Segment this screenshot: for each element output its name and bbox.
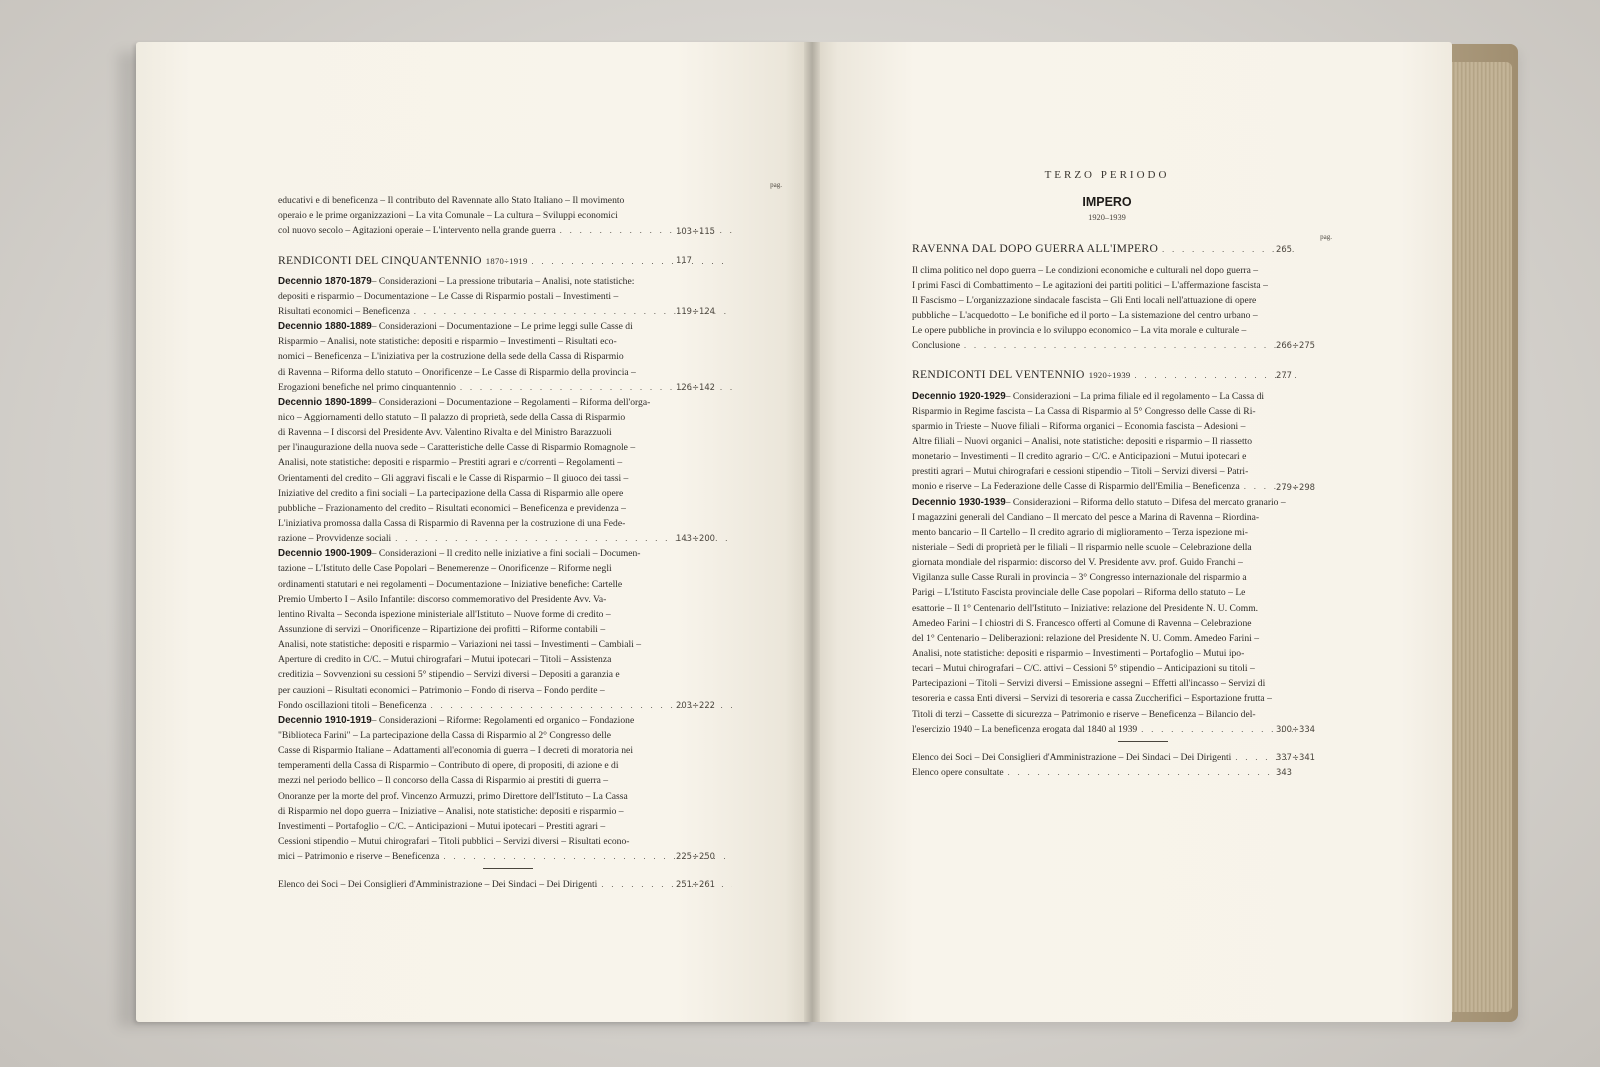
toc-line-text: per l'inaugurazione della nuova sede – Caratteristiche delle Casse di Risparmio Romagnole – bbox=[278, 442, 636, 454]
toc-line bbox=[278, 743, 736, 758]
toc-line-text: ordinamenti statutari e nei regolamenti – Documentazione – Iniziative benefiche: Cartelle bbox=[278, 578, 623, 590]
toc-line bbox=[912, 293, 1302, 308]
page-number: 103÷115 bbox=[676, 225, 715, 236]
toc-line bbox=[278, 577, 736, 592]
page-number: 343 bbox=[1276, 767, 1292, 778]
section-years: 1920÷1939 bbox=[1088, 370, 1131, 381]
toc-line bbox=[912, 278, 1302, 293]
toc-line bbox=[278, 789, 736, 804]
toc-line-text: mento bancario – Il Cartello – Il credito agrario di miglioramento – Terza ispezione mi- bbox=[912, 526, 1248, 538]
toc-line bbox=[278, 208, 736, 223]
toc-line-text: Analisi, note statistiche: depositi e risparmio – Prestiti agrari e c/correnti – Regolamenti – bbox=[278, 457, 623, 469]
left-page-contents bbox=[278, 178, 782, 892]
toc-line bbox=[912, 323, 1302, 338]
page-number: 300÷334 bbox=[1276, 723, 1315, 734]
chapter-entry bbox=[912, 263, 1302, 354]
toc-line bbox=[912, 555, 1302, 570]
toc-line bbox=[278, 546, 736, 561]
toc-line-text: Risparmio in Regime fascista – La Cassa di Risparmio al 5° Congresso delle Casse di Ri- bbox=[912, 405, 1256, 417]
toc-line-text: Titoli di terzi – Cassette di sicurezza – Patrimonio e riserve – Beneficenza – Bilancio del- bbox=[912, 708, 1256, 720]
toc-line bbox=[278, 349, 736, 364]
toc-line bbox=[278, 819, 736, 834]
toc-line bbox=[912, 661, 1302, 676]
toc-line-text: Assunzione di servizi – Onorificenze – Ripartizione dei profitti – Riforme contabili – bbox=[278, 623, 606, 635]
toc-line-text: – Considerazioni – Documentazione – Le prime leggi sulle Casse di bbox=[371, 321, 633, 333]
toc-line bbox=[912, 434, 1302, 449]
toc-line bbox=[912, 525, 1302, 540]
toc-line-text: Conclusione bbox=[912, 340, 960, 352]
toc-line bbox=[278, 849, 736, 864]
toc-line-text: pubbliche – L'acquedotto – Le bonifiche ed il porto – La sistemazione del centro urbano – bbox=[912, 310, 1258, 322]
page-number: 251÷261 bbox=[676, 879, 715, 890]
toc-line-text: di Ravenna – Riforma dello statuto – Onorificenze – Le Casse di Risparmio della provincia – bbox=[278, 366, 636, 378]
toc-line-text: – Considerazioni – Riforme: Regolamenti ed organico – Fondazione bbox=[371, 714, 635, 726]
toc-line bbox=[278, 516, 736, 531]
toc-line-text: Orientamenti del credito – Gli aggravi fiscali e le Casse di Risparmio – Il giuoco dei tassi – bbox=[278, 472, 629, 484]
toc-line bbox=[278, 410, 736, 425]
toc-line-text: Investimenti – Portafoglio – C/C. – Anticipazioni – Mutui ipotecari – Prestiti agrari – bbox=[278, 820, 606, 832]
part-years: 1920–1939 bbox=[1088, 213, 1126, 223]
toc-line bbox=[278, 561, 736, 576]
toc-line-text: di Ravenna – I discorsi del Presidente Avv. Valentino Rivalta e del Ministro Barazzuoli bbox=[278, 427, 612, 439]
toc-line-text: sparmio in Trieste – Nuove filiali – Riforma organici – Economia fascista – Adesioni – bbox=[912, 420, 1246, 432]
pag-label: pag. bbox=[770, 181, 782, 189]
toc-line bbox=[912, 479, 1302, 494]
toc-line-text: Casse di Risparmio Italiane – Adattamenti all'economia di guerra – I decreti di moratoria nei bbox=[278, 745, 633, 757]
toc-line bbox=[912, 707, 1302, 722]
toc-line bbox=[912, 419, 1302, 434]
page-number: 203÷222 bbox=[676, 699, 715, 710]
leader-dots bbox=[1008, 765, 1298, 780]
toc-line-text: nomici – Beneficenza – L'iniziativa per la costruzione della sede della Cassa di Risparmio bbox=[278, 351, 624, 363]
toc-line-text: educativi e di beneficenza – Il contributo del Ravennate allo Stato Italiano – Il movimento bbox=[278, 195, 625, 207]
toc-line bbox=[912, 464, 1302, 479]
toc-line-text: – Considerazioni – La prima filiale ed il regolamento – La Cassa di bbox=[1005, 390, 1265, 402]
chapter-heading bbox=[912, 241, 1302, 256]
toc-line-text: Aperture di credito in C/C. – Mutui chirografari – Mutui ipotecari – Titoli – Assistenza bbox=[278, 654, 612, 666]
toc-line bbox=[278, 334, 736, 349]
toc-line-text: monetario – Investimenti – Il credito agrario – C/C. e Anticipazioni – Mutui ipotecari e bbox=[912, 451, 1247, 463]
toc-line bbox=[278, 395, 736, 410]
closing-entry bbox=[278, 877, 736, 892]
page-number: 117 bbox=[676, 254, 692, 265]
toc-line bbox=[278, 304, 736, 319]
section-years: 1870÷1919 bbox=[485, 255, 528, 266]
toc-line bbox=[278, 486, 736, 501]
toc-line-text: Altre filiali – Nuovi organici – Analisi, note statistiche: depositi e risparmio – Il riassetto bbox=[912, 436, 1253, 448]
page-number: 277 bbox=[1276, 369, 1292, 380]
toc-line bbox=[912, 676, 1302, 691]
toc-line-text: pubbliche – Frazionamento del credito – Risultati economici – Beneficenza e previdenza – bbox=[278, 502, 626, 514]
period-title: TERZO PERIODO bbox=[1044, 169, 1170, 181]
toc-line bbox=[912, 631, 1302, 646]
toc-line bbox=[278, 652, 736, 667]
toc-line-text: di Risparmio nel dopo guerra – Iniziative – Analisi, note statistiche: depositi e risparmio – bbox=[278, 805, 624, 817]
toc-line-text: L'iniziativa promossa dalla Cassa di Risparmio di Ravenna per la costruzione di una Fede- bbox=[278, 517, 626, 529]
closing-entries bbox=[912, 750, 1302, 780]
toc-line-text: Le opere pubbliche in provincia e lo sviluppo economico – La vita morale e culturale – bbox=[912, 325, 1247, 337]
toc-line bbox=[278, 193, 736, 208]
toc-line-text: Risultati economici – Beneficenza bbox=[278, 306, 410, 317]
book-cover-edge bbox=[1446, 62, 1512, 1012]
decade-heading: Decennio 1870-1879 bbox=[278, 275, 372, 287]
toc-line-text: Analisi, note statistiche: depositi e risparmio – Investimenti – Portafoglio – Mutui ipo- bbox=[912, 647, 1245, 659]
leader-dots bbox=[1141, 722, 1298, 737]
toc-line bbox=[278, 380, 736, 395]
toc-line-text: depositi e risparmio – Documentazione – Le Casse di Risparmio postali – Investimenti – bbox=[278, 290, 619, 302]
toc-line-text: monio e riserve – La Federazione delle Casse di Risparmio dell'Emilia – Beneficenza bbox=[912, 481, 1240, 493]
toc-line bbox=[278, 223, 736, 238]
closing-entry bbox=[912, 750, 1302, 765]
toc-line-text: Elenco dei Soci – Dei Consiglieri d'Amministrazione – Dei Sindaci – Dei Dirigenti bbox=[912, 751, 1232, 763]
decade-heading: Decennio 1920-1929 bbox=[912, 390, 1006, 402]
toc-line bbox=[278, 592, 736, 607]
toc-line bbox=[912, 691, 1302, 706]
toc-line-text: tazione – L'Istituto delle Case Popolari – Benemerenze – Onorificenze – Riforme negli bbox=[278, 563, 612, 575]
decade-heading: Decennio 1910-1919 bbox=[278, 714, 372, 726]
toc-line bbox=[278, 728, 736, 743]
toc-line bbox=[278, 501, 736, 516]
toc-line bbox=[278, 773, 736, 788]
toc-line bbox=[912, 646, 1302, 661]
page-number: 143÷200 bbox=[676, 533, 715, 544]
toc-line bbox=[912, 263, 1302, 278]
toc-line-text: del 1° Centenario – Deliberazioni: relazione del Presidente N. U. Comm. Amedeo Farini – bbox=[912, 632, 1259, 644]
toc-line-text: per cauzioni – Risultati economici – Patrimonio – Fondo di riserva – Fondo perdite – bbox=[278, 684, 605, 696]
toc-line-text: Amedeo Farini – I chiostri di S. Francesco offerti al Comune di Ravenna – Celebrazione bbox=[912, 617, 1252, 629]
toc-line bbox=[912, 722, 1302, 737]
toc-line bbox=[278, 698, 736, 713]
toc-line-text: nisteriale – Sedi di proprietà per le filiali – Il risparmio nelle scuole – Celebrazione della bbox=[912, 542, 1252, 553]
toc-line-text: tecari – Mutui chirografari – C/C. attivi – Cessioni 5° stipendio – Anticipazioni su titoli – bbox=[912, 663, 1255, 675]
leader-dots bbox=[964, 338, 1298, 353]
toc-line-text: – Considerazioni – Riforma dello statuto – Difesa del mercato granario – bbox=[1005, 496, 1286, 508]
toc-line-text: Onoranze per la morte del prof. Vincenzo Armuzzi, primo Direttore dell'Istituto – La Cassa bbox=[278, 790, 628, 802]
toc-line-text: Elenco opere consultate bbox=[912, 766, 1004, 778]
toc-line bbox=[912, 389, 1302, 404]
toc-line-text: tesoreria e cassa Enti diversi – Servizi di tesoreria e cassa Zuccherifici – Esportazione frutta – bbox=[912, 693, 1272, 705]
toc-line-text: mezzi nel periodo bellico – Il concorso della Cassa di Risparmio ai prestiti di guerra – bbox=[278, 775, 609, 787]
closing-text: Elenco dei Soci – Dei Consiglieri d'Amministrazione – Dei Sindaci – Dei Dirigenti bbox=[278, 879, 598, 891]
page-number: 225÷250 bbox=[676, 851, 715, 862]
decade-heading: Decennio 1890-1899 bbox=[278, 396, 372, 408]
decade-list bbox=[278, 274, 736, 864]
toc-line-text: temperamenti della Cassa di Risparmio – Contributo di opere, di propositi, di azione e di bbox=[278, 760, 619, 772]
toc-line-text: Fondo oscillazioni titoli – Beneficenza bbox=[278, 699, 427, 711]
toc-line bbox=[278, 804, 736, 819]
toc-line bbox=[912, 616, 1302, 631]
toc-line bbox=[912, 449, 1302, 464]
toc-line-text: esattorie – Il 1° Centenario dell'Istituto – Iniziative: relazione del Presidente N. U. Comm. bbox=[912, 602, 1259, 614]
toc-line bbox=[278, 471, 736, 486]
toc-line bbox=[912, 495, 1302, 510]
toc-line-text: Il clima politico nel dopo guerra – Le condizioni economiche e culturali nel dopo guerra – bbox=[912, 264, 1259, 276]
toc-line-text: Partecipazioni – Titoli – Servizi diversi – Emissione assegni – Effetti all'incasso – Servizi di bbox=[912, 678, 1266, 690]
decade-heading: Decennio 1880-1889 bbox=[278, 321, 372, 333]
toc-line bbox=[278, 637, 736, 652]
section-title: RENDICONTI DEL CINQUANTENNIO bbox=[278, 253, 482, 267]
decade-heading: Decennio 1900-1909 bbox=[278, 548, 372, 560]
decade-list bbox=[912, 389, 1302, 737]
toc-line bbox=[278, 713, 736, 728]
section-title: RENDICONTI DEL VENTENNIO bbox=[912, 368, 1085, 382]
toc-line bbox=[912, 585, 1302, 600]
toc-line bbox=[278, 274, 736, 289]
toc-line-text: Il Fascismo – L'organizzazione sindacale fascista – Gli Enti locali nell'attuazione di opere bbox=[912, 294, 1257, 306]
toc-line-text: Risparmio – Analisi, note statistiche: depositi e risparmio – Investimenti – Risultati eco- bbox=[278, 336, 617, 348]
toc-line-text: Erogazioni benefiche nel primo cinquantennio bbox=[278, 381, 456, 393]
toc-line-text: Parigi – L'Istituto Fascista provinciale delle Case popolari – Riforma dello statuto – Le bbox=[912, 587, 1246, 599]
toc-line-text: creditizia – Sovvenzioni su cessioni 5° stipendio – Servizi diversi – Depositi a garanzia e bbox=[278, 669, 620, 681]
pag-label: pag. bbox=[1320, 233, 1332, 242]
toc-line-text: Premio Umberto I – Asilo Infantile: discorso commemorativo del Presidente Avv. Va- bbox=[278, 593, 607, 605]
part-title: IMPERO bbox=[1082, 195, 1132, 210]
section-heading bbox=[278, 253, 736, 268]
intro-entry bbox=[278, 193, 736, 238]
toc-line bbox=[278, 622, 736, 637]
toc-line bbox=[278, 834, 736, 849]
toc-line-text: Vigilanza sulle Casse Rurali in provincia – 3° Congresso internazionale del risparmio a bbox=[912, 572, 1247, 584]
toc-line bbox=[912, 510, 1302, 525]
toc-line-text: col nuovo secolo – Agitazioni operaie – L'intervento nella grande guerra bbox=[278, 225, 556, 237]
toc-line bbox=[278, 319, 736, 334]
toc-line bbox=[912, 601, 1302, 616]
page-number: 266÷275 bbox=[1276, 340, 1315, 351]
toc-line-text: Analisi, note statistiche: depositi e risparmio – Variazioni nei tassi – Investimenti – Cambiali – bbox=[278, 639, 641, 651]
toc-line-text: lentino Rivalta – Seconda ispezione ministeriale all'Istituto – Nuove forme di credito – bbox=[278, 608, 611, 620]
toc-line-text: l'esercizio 1940 – La beneficenza erogata dal 1840 al 1939 bbox=[912, 723, 1138, 735]
toc-line-text: Iniziative del credito a fini sociali – La partecipazione della Cassa di Risparmio alle opere bbox=[278, 487, 624, 499]
toc-line-text: I primi Fasci di Combattimento – Le agitazioni dei partiti politici – L'affermazione fascista – bbox=[912, 279, 1268, 291]
page-number: 265 bbox=[1276, 243, 1292, 254]
decade-heading: Decennio 1930-1939 bbox=[912, 496, 1006, 508]
toc-line-text: – Considerazioni – Il credito nelle iniziative a fini sociali – Documen- bbox=[371, 548, 641, 560]
toc-line-text: I magazzini generali del Candiano – Il mercato del pesce a Marina di Ravenna – Riordina- bbox=[912, 511, 1260, 523]
toc-line bbox=[278, 683, 736, 698]
toc-line bbox=[278, 758, 736, 773]
toc-line-text: giornata mondiale del risparmio: discorso del V. Presidente avv. prof. Guido Franchi – bbox=[912, 557, 1243, 569]
toc-line bbox=[278, 440, 736, 455]
section-heading bbox=[912, 367, 1302, 382]
toc-line bbox=[278, 667, 736, 682]
toc-line bbox=[912, 404, 1302, 419]
toc-line-text: mici – Patrimonio e riserve – Beneficenza bbox=[278, 851, 440, 863]
book-gutter bbox=[804, 42, 820, 1022]
toc-line-text: – Considerazioni – La pressione tributaria – Analisi, note statistiche: bbox=[371, 275, 635, 287]
toc-line-text: – Considerazioni – Documentazione – Regolamenti – Riforma dell'orga- bbox=[371, 396, 651, 408]
toc-line-text: razione – Provvidenze sociali bbox=[278, 533, 392, 545]
toc-line bbox=[912, 570, 1302, 585]
toc-line bbox=[912, 308, 1302, 323]
toc-line-text: nico – Aggiornamenti dello statuto – Il palazzo di proprietà, sede della Cassa di Risparmio bbox=[278, 411, 626, 423]
toc-line-text: operaio e le prime organizzazioni – La vita Comunale – La cultura – Sviluppi economici bbox=[278, 210, 618, 222]
toc-line bbox=[278, 425, 736, 440]
divider-rule bbox=[483, 868, 533, 869]
page-number: 119÷124 bbox=[676, 306, 715, 317]
toc-line bbox=[912, 338, 1302, 353]
toc-line-text: "Biblioteca Farini" – La partecipazione della Cassa di Risparmio al 2° Congresso delle bbox=[278, 729, 611, 741]
toc-line bbox=[278, 607, 736, 622]
right-page-contents bbox=[912, 168, 1332, 780]
toc-line bbox=[278, 531, 736, 546]
toc-line bbox=[278, 455, 736, 470]
toc-line bbox=[912, 540, 1302, 555]
page-number: 126÷142 bbox=[676, 381, 715, 392]
closing-entry bbox=[912, 765, 1302, 780]
toc-line bbox=[278, 289, 736, 304]
page-number: 279÷298 bbox=[1276, 481, 1315, 492]
page-number: 337÷341 bbox=[1276, 751, 1315, 762]
chapter-title: RAVENNA DAL DOPO GUERRA ALL'IMPERO bbox=[912, 242, 1159, 256]
toc-line bbox=[278, 365, 736, 380]
toc-line-text: Cessioni stipendio – Mutui chirografari – Titoli pubblici – Servizi diversi – Risultati econo- bbox=[278, 835, 630, 847]
toc-line-text: prestiti agrari – Mutui chirografari e cessioni stipendio – Titoli – Servizi diversi – Patri- bbox=[912, 466, 1249, 478]
divider-rule bbox=[1118, 741, 1168, 742]
